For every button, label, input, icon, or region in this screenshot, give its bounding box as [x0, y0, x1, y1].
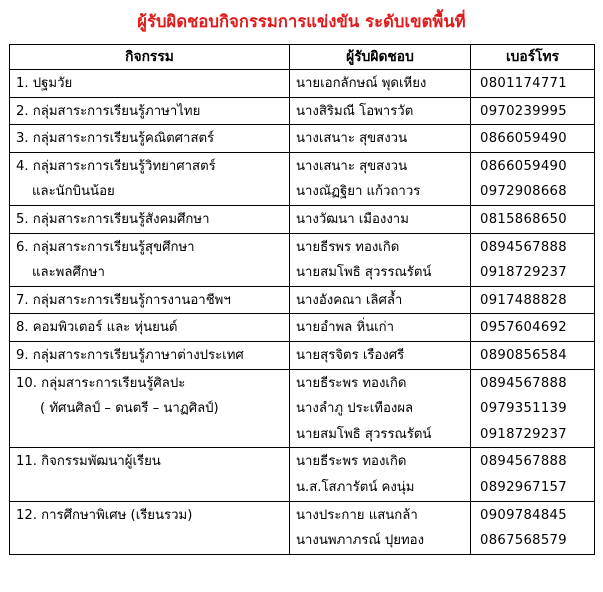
table-row — [10, 205, 595, 233]
activity-cell — [10, 448, 290, 501]
phone-cell — [471, 448, 595, 501]
activity-line: 9. กลุ่มสาระการเรียนรู้ภาษาต่างประเทศ — [16, 347, 244, 363]
phone-line: 0894567888 — [480, 239, 567, 255]
table-row — [10, 448, 595, 501]
person-cell — [290, 125, 471, 153]
page-title: ผู้รับผิดชอบกิจกรรมการแข่งขัน ระดับเขตพื้นที่ — [137, 12, 466, 31]
person-line: นายสุรจิตร เรืองศรี — [296, 347, 405, 363]
person-cell — [290, 286, 471, 314]
phone-line: 0917488828 — [480, 292, 567, 308]
phone-cell — [471, 97, 595, 125]
person-cell — [290, 448, 471, 501]
table-row — [10, 125, 595, 153]
activity-cell — [10, 286, 290, 314]
phone-line: 0867568579 — [480, 533, 567, 549]
phone-line: 0972908668 — [480, 184, 567, 200]
phone-line: 0866059490 — [480, 158, 567, 174]
activity-cell — [10, 205, 290, 233]
activity-line: 5. กลุ่มสาระการเรียนรู้สังคมศึกษา — [16, 211, 210, 227]
table-body — [10, 70, 595, 555]
table-row — [10, 97, 595, 125]
table-row — [10, 152, 595, 205]
activity-cell — [10, 233, 290, 286]
activity-line: 8. คอมพิวเตอร์ และ หุ่นยนต์ — [16, 320, 178, 336]
phone-cell — [471, 70, 595, 98]
person-line: นางประกาย แสนกล้า — [296, 507, 418, 523]
table-row — [10, 314, 595, 342]
person-line: นางลำภู ประเทืองผล — [296, 401, 414, 417]
person-cell — [290, 369, 471, 448]
activity-line: 7. กลุ่มสาระการเรียนรู้การงานอาชีพฯ — [16, 292, 231, 308]
phone-line: 0918729237 — [480, 426, 567, 442]
activity-cell — [10, 314, 290, 342]
phone-line: 0957604692 — [480, 320, 567, 336]
person-line: นายธีรพร ทองเกิด — [296, 239, 400, 255]
person-line: นางอังคณา เลิศล้ำ — [296, 292, 403, 308]
person-cell — [290, 341, 471, 369]
responsibility-table — [9, 44, 595, 555]
person-cell — [290, 314, 471, 342]
activity-cell — [10, 501, 290, 554]
header-phone: เบอร์โทร — [471, 45, 595, 70]
person-cell — [290, 152, 471, 205]
activity-line: 1. ปฐมวัย — [16, 76, 73, 91]
activity-cell — [10, 97, 290, 125]
table-row — [10, 233, 595, 286]
table-row — [10, 341, 595, 369]
person-cell — [290, 70, 471, 98]
activity-line: 10. กลุ่มสาระการเรียนรู้ศิลปะ — [16, 375, 186, 391]
phone-cell — [471, 286, 595, 314]
table-row — [10, 286, 595, 314]
person-cell — [290, 233, 471, 286]
person-line: นายสมโพธิ สุวรรณรัตน์ — [296, 265, 432, 281]
person-line: นายธีระพร ทองเกิด — [296, 454, 407, 470]
activity-line: และพลศึกษา — [32, 265, 105, 281]
phone-cell — [471, 341, 595, 369]
person-line: นางณัฏฐิยา แก้วถาวร — [296, 184, 421, 200]
phone-line: 0979351139 — [480, 401, 567, 417]
person-line: นางสิริมณี โอพารวัต — [296, 103, 414, 119]
person-line: นางเสนาะ สุขสงวน — [296, 158, 408, 174]
activity-cell — [10, 369, 290, 448]
person-line: นางเสนาะ สุขสงวน — [296, 131, 408, 147]
person-line: นายธีระพร ทองเกิด — [296, 375, 407, 391]
phone-cell — [471, 152, 595, 205]
phone-line: 0801174771 — [480, 76, 567, 91]
table-row — [10, 501, 595, 554]
phone-cell — [471, 501, 595, 554]
table-row — [10, 369, 595, 448]
person-line: นายสมโพธิ สุวรรณรัตน์ — [296, 426, 432, 442]
phone-line: 0909784845 — [480, 507, 567, 523]
person-cell — [290, 97, 471, 125]
activity-line: 11. กิจกรรมพัฒนาผู้เรียน — [16, 454, 161, 470]
phone-cell — [471, 125, 595, 153]
header-person: ผู้รับผิดชอบ — [290, 45, 471, 70]
activity-cell — [10, 152, 290, 205]
activity-line: ( ทัศนศิลป์ – ดนตรี – นาฏศิลป์) — [40, 401, 219, 417]
person-cell — [290, 205, 471, 233]
person-line: นางนพภาภรณ์ ปุยทอง — [296, 533, 425, 549]
activity-line: 6. กลุ่มสาระการเรียนรู้สุขศึกษา — [16, 239, 195, 255]
person-line: น.ส.โสภารัตน์ คงนุ่ม — [296, 479, 415, 495]
phone-line: 0866059490 — [480, 131, 567, 147]
table-header-row — [10, 45, 595, 70]
phone-cell — [471, 233, 595, 286]
table-row — [10, 70, 595, 98]
activity-line: 2. กลุ่มสาระการเรียนรู้ภาษาไทย — [16, 103, 201, 119]
activity-cell — [10, 70, 290, 98]
phone-line: 0894567888 — [480, 375, 567, 391]
phone-line: 0970239995 — [480, 103, 567, 119]
phone-cell — [471, 369, 595, 448]
phone-cell — [471, 314, 595, 342]
header-activity: กิจกรรม — [10, 45, 290, 70]
phone-line: 0894567888 — [480, 454, 567, 470]
person-line: นายเอกลักษณ์ พุดเหียง — [296, 76, 427, 91]
phone-cell — [471, 205, 595, 233]
activity-line: 4. กลุ่มสาระการเรียนรู้วิทยาศาสตร์ — [16, 158, 216, 174]
person-line: นางวัฒนา เมืองงาม — [296, 211, 409, 227]
activity-line: 12. การศึกษาพิเศษ (เรียนรวม) — [16, 507, 193, 523]
phone-line: 0892967157 — [480, 479, 567, 495]
phone-line: 0815868650 — [480, 211, 567, 227]
activity-cell — [10, 125, 290, 153]
activity-line: และนักบินน้อย — [32, 184, 115, 200]
person-cell — [290, 501, 471, 554]
activity-cell — [10, 341, 290, 369]
phone-line: 0918729237 — [480, 265, 567, 281]
person-line: นายอำพล หิ่นเก่า — [296, 320, 395, 336]
activity-line: 3. กลุ่มสาระการเรียนรู้คณิตศาสตร์ — [16, 131, 215, 147]
phone-line: 0890856584 — [480, 347, 567, 363]
